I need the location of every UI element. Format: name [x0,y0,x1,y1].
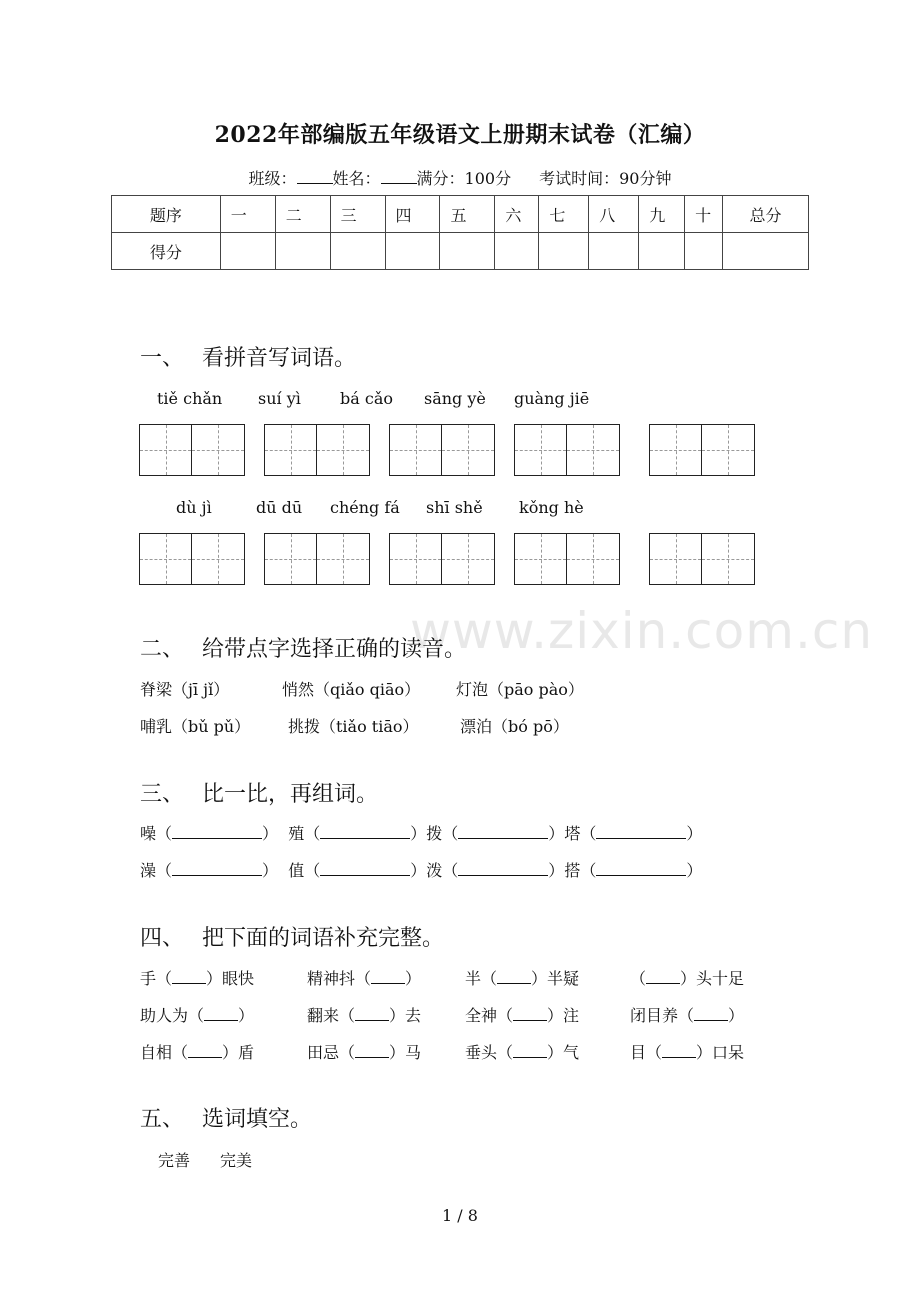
word-blank[interactable] [320,860,410,876]
idiom-part: ）眼快 [206,969,255,988]
idiom-item [140,966,254,989]
word-option: 完善 [158,1151,191,1170]
name-label: 姓名： [332,169,381,188]
score-cell[interactable] [539,233,589,270]
reading-item: 脊梁（jī jǐ） [140,680,230,699]
score-row-label: 得分 [112,233,221,270]
exam-time: 考试时间：90分钟 [539,169,672,188]
idiom-blank[interactable] [204,1005,238,1021]
idiom-blank[interactable] [172,968,206,984]
class-blank[interactable] [297,169,333,184]
section-number: 四、 [140,926,185,951]
writing-grid[interactable] [139,424,245,476]
idiom-part: 助人为（ [140,1006,205,1025]
section-number: 五、 [140,1107,185,1132]
word-blank[interactable] [596,823,686,839]
idiom-part: 半（ [465,969,498,988]
char: 泼 [426,861,443,880]
idiom-blank[interactable] [662,1042,696,1058]
score-cell[interactable] [589,233,639,270]
score-header-row [112,196,809,233]
idiom-part: ）半疑 [531,969,580,988]
score-row [112,233,809,270]
idiom-item [140,1003,254,1026]
header-cell: 六 [495,196,539,233]
name-blank[interactable] [381,169,417,184]
char: 塔 [564,824,581,843]
idiom-item [465,966,579,989]
compare-row: 噪（ ） 殖（ ）拨（ ）塔（ ） [140,824,703,843]
idiom-blank[interactable] [355,1005,389,1021]
idiom-part: 田忌（ [307,1043,356,1062]
pinyin-label: bá cǎo [340,389,393,408]
idiom-part: 自相（ [140,1043,189,1062]
section-4-heading [140,921,444,952]
exam-info [0,166,920,189]
reading-item: 悄然（qiǎo qiāo） [282,680,421,699]
score-cell[interactable] [440,233,495,270]
reading-item: 哺乳（bǔ pǔ） [140,717,251,736]
header-cell: 十 [685,196,723,233]
section-title: 看拼音写词语。 [202,346,357,371]
pinyin-label: dù jì [176,498,212,517]
idiom-part: ）头十足 [680,969,745,988]
idiom-part: ）注 [547,1006,580,1025]
word-blank[interactable] [172,860,262,876]
idiom-blank[interactable] [646,968,680,984]
pinyin-label: tiě chǎn [157,389,223,408]
section-2-heading [140,632,466,663]
idiom-blank[interactable] [513,1005,547,1021]
score-cell[interactable] [723,233,809,270]
idiom-item [307,1040,421,1063]
score-cell[interactable] [639,233,685,270]
idiom-item [307,1003,421,1026]
full-score: 满分：100分 [416,169,512,188]
watermark: www.zixin.com.cn [410,602,874,660]
header-cell: 四 [385,196,440,233]
writing-grid[interactable] [514,424,620,476]
writing-grid[interactable] [389,533,495,585]
idiom-blank[interactable] [694,1005,728,1021]
class-label: 班级： [248,169,297,188]
header-cell: 一 [220,196,275,233]
pinyin-label: sāng yè [424,389,486,408]
pinyin-label: dū dū [256,498,303,517]
header-cell: 八 [589,196,639,233]
section-number: 三、 [140,782,185,807]
header-cell: 总分 [723,196,809,233]
idiom-item [630,966,744,989]
reading-item: 漂泊（bó pō） [460,717,569,736]
pinyin-label: shī shě [426,498,483,517]
idiom-item [465,1003,579,1026]
section-title: 把下面的词语补充完整。 [202,926,445,951]
writing-grid[interactable] [389,424,495,476]
idiom-part: 精神抖（ [307,969,372,988]
idiom-part: 翻来（ [307,1006,356,1025]
idiom-part: ） [728,1006,745,1025]
idiom-part: ）口呆 [696,1043,745,1062]
idiom-item [630,1040,744,1063]
score-table [111,195,809,270]
page-number: 1 / 8 [442,1206,478,1225]
header-cell: 七 [539,196,589,233]
char: 拨 [426,824,443,843]
writing-grid[interactable] [139,533,245,585]
idiom-part: 全神（ [465,1006,514,1025]
writing-grid[interactable] [514,533,620,585]
header-cell: 三 [330,196,385,233]
word-blank[interactable] [596,860,686,876]
pinyin-label: chéng fá [330,498,400,517]
compare-row: 澡（ ） 值（ ）泼（ ）搭（ ） [140,861,703,880]
idiom-part: 垂头（ [465,1043,514,1062]
word-blank[interactable] [320,823,410,839]
idiom-item [140,1040,254,1063]
word-blank[interactable] [458,860,548,876]
header-cell: 题序 [112,196,221,233]
reading-item: 挑拨（tiǎo tiāo） [288,717,419,736]
writing-grid[interactable] [264,424,370,476]
idiom-part: ） [405,969,422,988]
idiom-part: （ [630,969,647,988]
char: 搭 [564,861,581,880]
idiom-part: ） [238,1006,255,1025]
word-blank[interactable] [172,823,262,839]
idiom-item [465,1040,579,1063]
section-1-heading [140,341,356,372]
word-options [158,1148,282,1171]
section-number: 一、 [140,346,185,371]
header-cell: 五 [440,196,495,233]
idiom-part: ）马 [389,1043,422,1062]
pinyin-label: kǒng hè [519,498,584,517]
idiom-item [307,966,421,989]
char: 噪 [140,824,157,843]
header-cell: 二 [275,196,330,233]
idiom-item [630,1003,744,1026]
section-title: 比一比，再组词。 [202,782,379,807]
word-blank[interactable] [458,823,548,839]
score-cell[interactable] [495,233,539,270]
pinyin-label: suí yì [258,389,301,408]
idiom-blank[interactable] [371,968,405,984]
idiom-part: 手（ [140,969,173,988]
writing-grid[interactable] [649,533,755,585]
writing-grid[interactable] [649,424,755,476]
idiom-part: 目（ [630,1043,663,1062]
section-number: 二、 [140,637,185,662]
idiom-part: 闭目养（ [630,1006,695,1025]
idiom-part: ）去 [389,1006,422,1025]
score-cell[interactable] [330,233,385,270]
score-cell[interactable] [685,233,723,270]
section-title: 给带点字选择正确的读音。 [202,637,467,662]
char: 值 [288,861,305,880]
section-title: 选词填空。 [202,1107,313,1132]
reading-item: 灯泡（pāo pào） [456,680,584,699]
score-cell[interactable] [220,233,275,270]
section-3-heading [140,777,378,808]
page-title: 2022年部编版五年级语文上册期末试卷（汇编） [214,122,706,148]
writing-grid[interactable] [264,533,370,585]
idiom-part: ）气 [547,1043,580,1062]
idiom-blank[interactable] [497,968,531,984]
char: 澡 [140,861,157,880]
word-option: 完美 [220,1151,253,1170]
section-5-heading [140,1102,312,1133]
idiom-blank[interactable] [513,1042,547,1058]
idiom-blank[interactable] [188,1042,222,1058]
score-cell[interactable] [275,233,330,270]
idiom-blank[interactable] [355,1042,389,1058]
score-cell[interactable] [385,233,440,270]
header-cell: 九 [639,196,685,233]
char: 殖 [288,824,305,843]
pinyin-label: guàng jiē [514,389,590,408]
idiom-part: ）盾 [222,1043,255,1062]
